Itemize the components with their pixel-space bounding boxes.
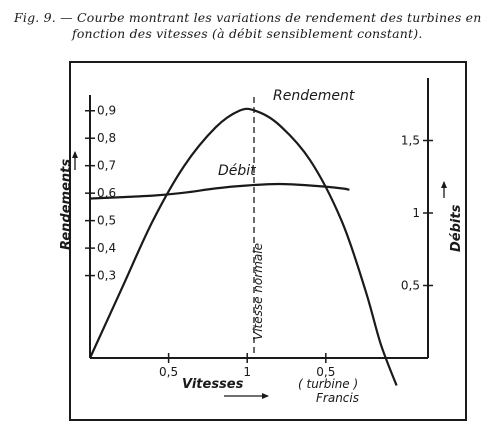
x-tick-label-2: 0,5 — [316, 365, 336, 379]
left-tick-label-0: 0,3 — [97, 268, 117, 283]
left-tick-label-3: 0,6 — [97, 186, 117, 201]
left-tick-label-2: 0,5 — [97, 213, 117, 228]
debit-curve — [90, 184, 349, 199]
left-tick-label-6: 0,9 — [97, 103, 117, 118]
right-tick-label-1: 1 — [412, 206, 420, 220]
turbine-note: ( turbine ) — [298, 377, 359, 391]
left-tick-label-4: 0,7 — [97, 158, 117, 173]
francis-note: Francis — [316, 391, 359, 405]
left-axis-title: Rendements — [59, 158, 74, 250]
rendement-curve — [90, 109, 397, 386]
right-tick-label-0: 0,5 — [400, 278, 420, 293]
debit-series-label: Débit — [218, 163, 256, 179]
x-tick-label-0: 0,5 — [159, 365, 179, 379]
caption-line-2: fonction des vitesses (à débit sensiblement constant). — [72, 26, 423, 41]
rendement-series-label: Rendement — [273, 88, 355, 104]
caption-line-1: Fig. 9. — Courbe montrant les variations de rendement des turbines en — [14, 10, 482, 25]
normal-speed-label: Vitesse normale — [251, 243, 265, 340]
left-tick-label-5: 0,8 — [97, 131, 117, 146]
x-tick-label-1: 1 — [243, 365, 252, 379]
right-axis-title: Débits — [449, 204, 464, 252]
x-axis-title: Vitesses — [182, 377, 244, 392]
x-axis-ticks — [159, 353, 335, 379]
left-tick-label-1: 0,4 — [97, 241, 117, 256]
right-tick-label-2: 1,5 — [400, 133, 420, 148]
